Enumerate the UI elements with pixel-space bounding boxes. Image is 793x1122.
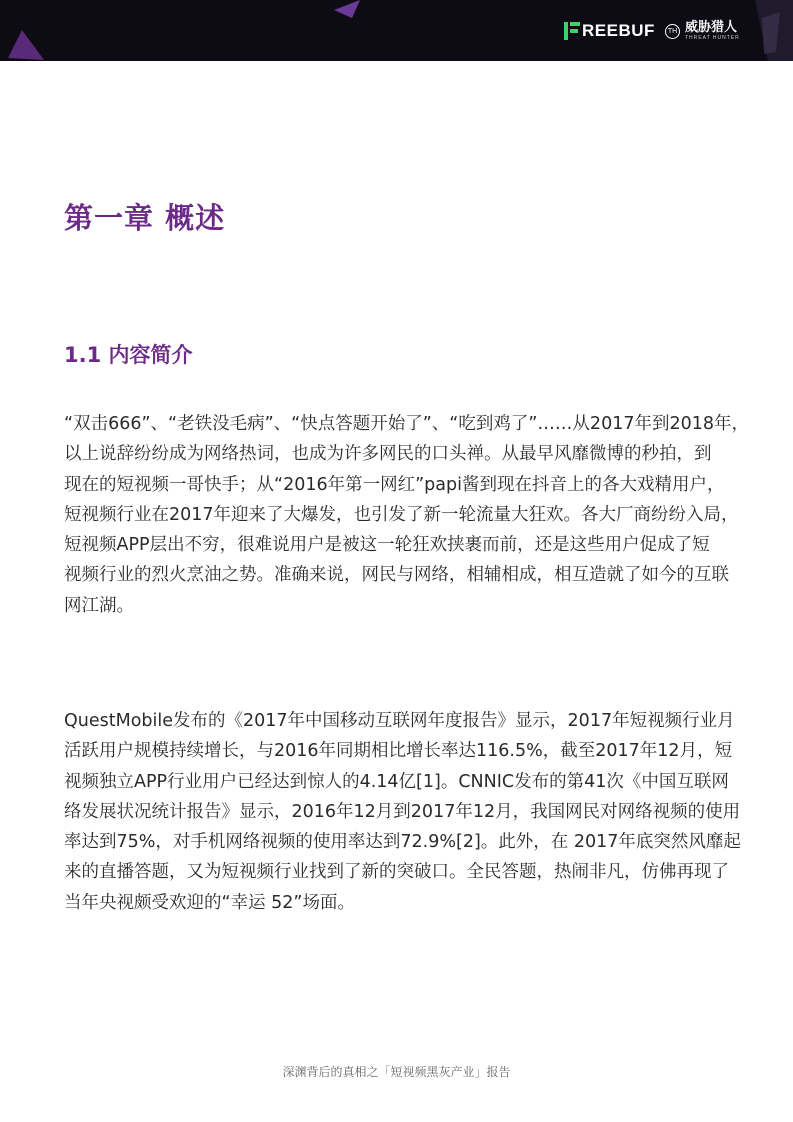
page-footer: 深渊背后的真相之「短视频黑灰产业」报告 xyxy=(282,1065,511,1079)
paragraph-line: 率达到75%，对手机网络视频的使用率达到72.9%[2]。此外，在 2017年底突然风靡起 xyxy=(64,832,741,853)
paragraph-line: QuestMobile发布的《2017年中国移动互联网年度报告》显示，2017年短视频行业月 xyxy=(64,711,735,731)
paragraph-line: 现在的短视频一哥快手；从“2016年第一网红”papi酱到现在抖音上的各大戏精用户， xyxy=(64,474,725,495)
paragraph-line: 来的直播答题，又为短视频行业找到了新的突破口。全民答题，热闹非凡，仿佛再现了 xyxy=(64,862,729,883)
paragraph-line: 视频行业的烈火烹油之势。准确来说，网民与网络，相辅相成，相互造就了如今的互联 xyxy=(64,565,729,586)
paragraph-line: 络发展状况统计报告》显示，2016年12月到2017年12月，我国网民对网络视频的使用 xyxy=(64,801,741,822)
paragraph-line: 活跃用户规模持续增长，与2016年同期相比增长率达116.5%，截至2017年12月，短 xyxy=(64,741,733,762)
threat-hunter-cn-text: 威胁猎人 xyxy=(685,20,738,35)
deco-triangle-mid xyxy=(334,0,360,18)
paragraph-line: 以上说辞纷纷成为网络热词，也成为许多网民的口头禅。从最早风靡微博的秒拍，到 xyxy=(64,444,712,465)
freebuf-logo-text: REEBUF xyxy=(582,21,655,40)
paragraph-line: “双击666”、“老铁没毛病”、“快点答题开始了”、“吃到鸡了”……从2017年到2018年， xyxy=(64,414,750,434)
paragraph-line: 网江湖。 xyxy=(64,595,134,616)
paragraph-line: 短视频APP层出不穷，很难说用户是被这一轮狂欢挟裹而前，还是这些用户促成了短 xyxy=(64,535,710,556)
freebuf-logo xyxy=(564,21,655,41)
paragraph-statistics xyxy=(64,706,741,918)
threat-hunter-logo xyxy=(665,17,740,45)
paragraph-line: 当年央视颇受欢迎的“幸运 52”场面。 xyxy=(64,892,355,913)
paragraph-intro xyxy=(64,409,750,621)
chapter-title: 第一章 概述 xyxy=(64,201,226,235)
paragraph-line: 视频独立APP行业用户已经达到惊人的4.14亿[1]。CNNIC发布的第41次《中国互联网 xyxy=(64,771,729,792)
paragraph-line: 短视频行业在2017年迎来了大爆发，也引发了新一轮流量大狂欢。各大厂商纷纷入局， xyxy=(64,504,739,525)
header-bar xyxy=(0,0,793,61)
threat-hunter-en-text: THREAT HUNTER xyxy=(685,35,740,41)
deco-triangle-left xyxy=(8,30,44,60)
freebuf-mark-icon xyxy=(564,22,580,40)
threat-hunter-mark-icon: TH xyxy=(665,24,680,39)
section-title: 1.1 内容简介 xyxy=(64,343,193,367)
